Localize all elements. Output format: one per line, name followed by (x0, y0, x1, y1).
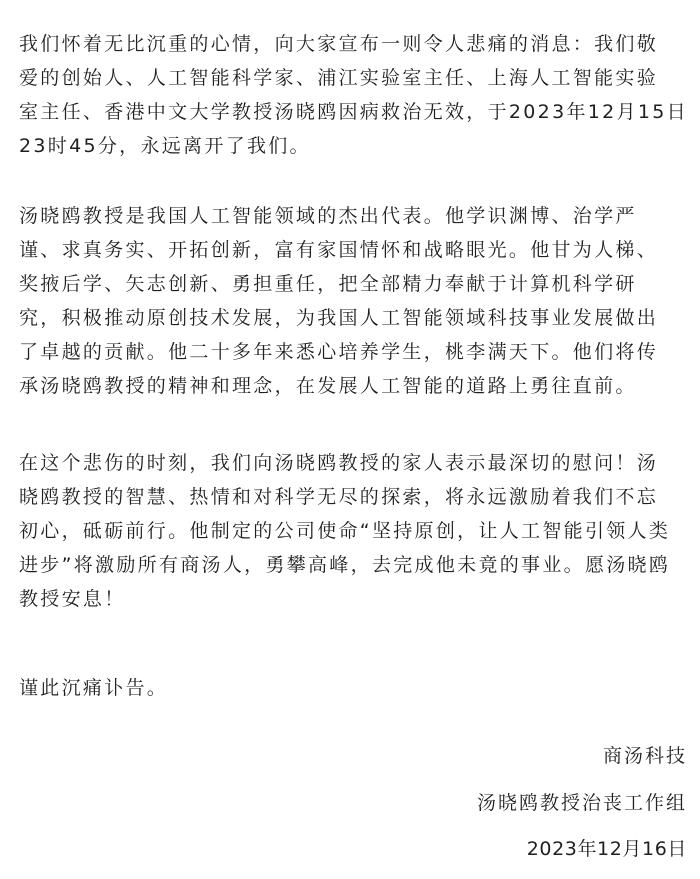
text-line: 了卓越的贡献。他二十多年来悉心培养学生，桃李满天下。他们将传 (19, 341, 659, 363)
paragraph-announcement (19, 27, 687, 163)
text-line: 在这个悲伤的时刻，我们向汤晓鸥教授的家人表示最深切的慰问！汤 (19, 452, 659, 474)
signature-date: 2023年12月16日 (526, 838, 687, 860)
text-line: 初心，砥砺前行。他制定的公司使命“坚持原创，让人工智能引领人类 (19, 520, 671, 542)
signature-company: 商汤科技 (602, 745, 687, 767)
text-line: 进步”将激励所有商汤人，勇攀高峰，去完成他未竟的事业。愿汤晓鸥 (19, 554, 671, 576)
text-line: 究，积极推动原创技术发展，为我国人工智能领域科技事业发展做出 (19, 307, 659, 329)
text-line: 室主任、香港中文大学教授汤晓鸥因病救治无效，于2023年12月15日 (19, 101, 688, 123)
paragraph-tribute (19, 199, 687, 403)
obituary-document (19, 0, 687, 879)
text-line: 晓鸥教授的智慧、热情和对科学无尽的探索，将永远激励着我们不忘 (19, 486, 659, 508)
text-line: 教授安息！ (19, 588, 126, 610)
text-line: 奖掖后学、矢志创新、勇担重任，把全部精力奉献于计算机科学研 (19, 273, 637, 295)
paragraph-condolence (19, 446, 687, 616)
text-line: 承汤晓鸥教授的精神和理念，在发展人工智能的道路上勇往直前。 (19, 375, 637, 397)
text-line: 汤晓鸥教授是我国人工智能领域的杰出代表。他学识渊博、治学严 (19, 205, 637, 227)
paragraph-closing (19, 671, 687, 705)
text-line: 谨、求真务实、开拓创新，富有家国情怀和战略眼光。他甘为人梯、 (19, 239, 659, 261)
closing-text: 谨此沉痛讣告。 (19, 677, 169, 699)
signature-committee: 汤晓鸥教授治丧工作组 (476, 792, 687, 814)
text-line: 爱的创始人、人工智能科学家、浦江实验室主任、上海人工智能实验 (19, 67, 659, 89)
text-line: 我们怀着无比沉重的心情，向大家宣布一则令人悲痛的消息：我们敬 (19, 33, 659, 55)
text-line: 23时45分，永远离开了我们。 (19, 135, 311, 157)
